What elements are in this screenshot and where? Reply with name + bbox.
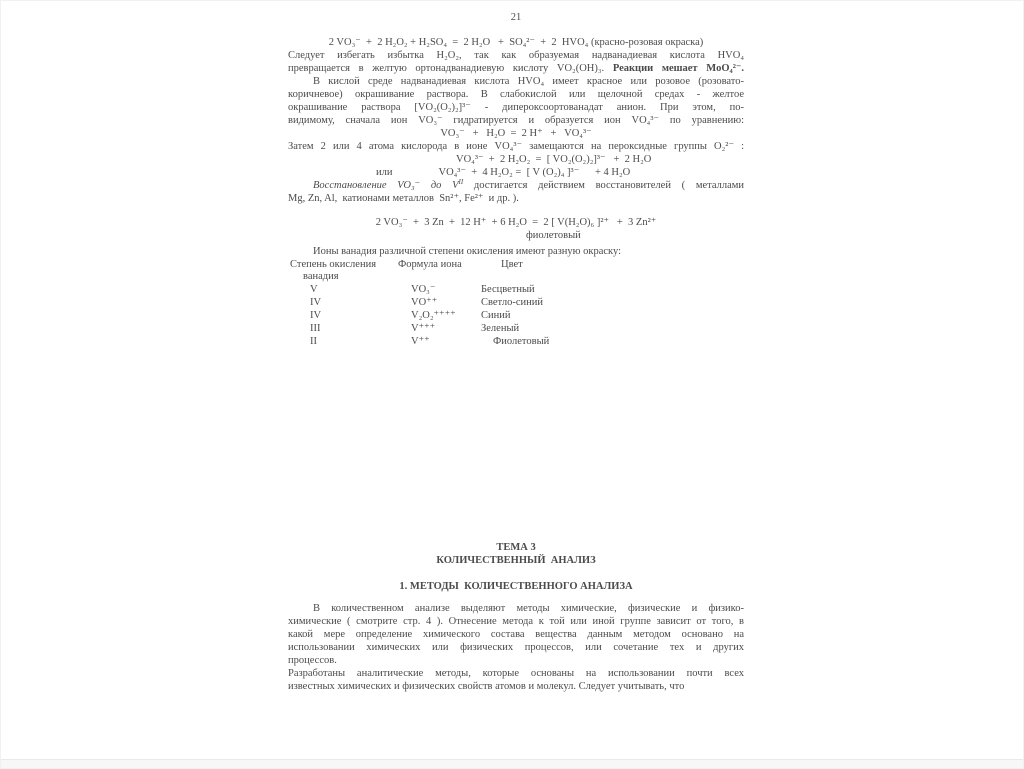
text-run: Реакции мешает MoO₄²⁻. <box>612 63 745 74</box>
table-cell-color: Зеленый <box>481 323 520 334</box>
table-cell-ox: IV <box>310 310 322 321</box>
text-line <box>288 654 744 667</box>
text-run: известных химических и физических свойств атомов и молекул. Следует учитывать, что <box>288 681 685 692</box>
text-run: 1. МЕТОДЫ КОЛИЧЕСТВЕННОГО АНАЛИЗА <box>399 581 633 592</box>
text-run: В количественном анализе выделяют методы химические, физические и физико- <box>313 603 744 614</box>
section-title-methods <box>288 580 744 593</box>
text-line <box>288 602 744 615</box>
text-line <box>288 62 744 75</box>
text-run: коричневое) окрашивание раствора. В слабокислой или щелочной средах - желтое <box>288 89 744 100</box>
text-run: или <box>376 167 393 178</box>
text-line <box>288 101 744 114</box>
table-cell-formula: VO₃⁻ <box>411 284 436 295</box>
text-run: II <box>458 178 464 186</box>
text-run: видимому, сначала ион VO₃⁻ гидратируется и образуется ион VO₄³⁻ по уравнению: <box>288 115 744 126</box>
text-run: Затем 2 или 4 атома кислорода в ионе VO₄³⁻ замещаются на пероксидные группы O₂²⁻ : <box>288 141 744 152</box>
text-line <box>313 245 744 258</box>
text-run: 21 <box>510 12 522 23</box>
equation-tetraperoxo <box>376 166 744 179</box>
table-cell-color: Бесцветный <box>481 284 535 295</box>
equation-peroxide-formation <box>288 36 744 49</box>
table-cell-color: Синий <box>481 310 511 321</box>
text-line <box>288 667 744 680</box>
table-header-cell: ванадия <box>303 271 339 282</box>
table-cell-color: Светло-синий <box>481 297 544 308</box>
text-run: химические ( смотрите стр. 4 ). Отнесение метода к той или иной группе зависит от того, в <box>288 616 744 627</box>
equation-product-color-label <box>526 229 744 242</box>
text-run: процессов. <box>288 655 337 666</box>
table-row <box>288 296 744 309</box>
text-run: В кислой среде надванадиевая кислота HVO₄ имеет красное или розовое (розовато- <box>313 76 744 87</box>
table-row <box>288 322 744 335</box>
text-run: Mg, Zn, Al, катионами металлов Sn²⁺, Fe²⁺ и др. ). <box>288 193 519 204</box>
page-number <box>288 11 744 24</box>
text-line <box>288 88 744 101</box>
table-cell-formula: V₂O₂⁺⁺⁺⁺ <box>411 310 456 321</box>
text-run: VO₃⁻ + H₂O = 2 H⁺ + VO₄³⁻ <box>440 128 592 139</box>
text-run: VO₄³⁻ + 2 H₂O₂ = [ VO₂(O₂)₂]³⁻ + 2 H₂O <box>456 154 652 165</box>
table-cell-color: Фиолетовый <box>493 336 550 347</box>
equation-hydration <box>288 127 744 140</box>
table-row <box>288 335 744 348</box>
page-content <box>288 1 744 693</box>
text-run: использовании химических или физических процессов, или сочетание тех и других <box>288 642 744 653</box>
text-run: достигается действием восстановителей ( металлами <box>463 180 745 191</box>
text-line <box>288 140 744 153</box>
text-run: окрашивание раствора [VO₂(O₂)₂]³⁻ - дипероксоортованадат анион. При этом, по- <box>288 102 744 113</box>
equation-zinc-reduction <box>288 216 744 229</box>
text-line <box>288 641 744 654</box>
spacer <box>288 348 744 541</box>
text-run: фиолетовый <box>526 230 581 241</box>
text-run: VO₄³⁻ + 4 H₂O₂ = [ V (O₂)₄ ]³⁻ + 4 H₂O <box>438 167 631 178</box>
table-row <box>288 309 744 322</box>
text-line <box>288 628 744 641</box>
table-cell-ox: II <box>310 336 317 347</box>
table-row <box>288 283 744 296</box>
text-run: Ионы ванадия различной степени окисления имеют разную окраску: <box>313 246 622 257</box>
text-run: превращается в желтую ортонадванадиевую кислоту VO₂(OH)₃. <box>288 63 613 74</box>
section-title-tema <box>288 541 744 554</box>
text-line <box>288 75 744 88</box>
table-header-cell: Формула иона <box>398 259 462 270</box>
text-line <box>288 192 744 205</box>
vanadium-color-table <box>288 258 744 348</box>
table-header-cell: Цвет <box>501 259 523 270</box>
text-line <box>288 615 744 628</box>
text-run: 2 VO₃⁻ + 3 Zn + 12 H⁺ + 6 H₂O = 2 [ V(H₂O)₆ ]²⁺ + 3 Zn²⁺ <box>375 217 657 228</box>
table-header-row <box>288 258 744 271</box>
text-run: Следует избегать избытка H₂O₂, так как образуемая надванадиевая кислота HVO₄ <box>288 50 744 61</box>
text-line <box>288 49 744 62</box>
table-cell-ox: III <box>310 323 321 334</box>
text-run: 2 VO₃⁻ + 2 H₂O₂ + H₂SO₄ = 2 H₂O + SO₄²⁻ + 2 HVO₄ (красно-розовая окраска) <box>328 37 704 48</box>
text-run: Разработаны аналитические методы, которые основаны на использовании почти всех <box>288 668 744 679</box>
table-header-cell: Степень окисления <box>290 259 377 270</box>
text-run: какой мере определение химического состава вещества данным методом основано на <box>288 629 744 640</box>
section-title-quantitative-analysis <box>288 554 744 567</box>
text-run: ТЕМА 3 <box>496 542 536 553</box>
equation-diperoxo <box>456 153 744 166</box>
text-run: Восстановление VO₃⁻ до V <box>313 180 459 191</box>
text-line <box>288 179 744 192</box>
text-run: КОЛИЧЕСТВЕННЫЙ АНАЛИЗ <box>436 555 596 566</box>
table-cell-formula: V⁺⁺⁺ <box>411 323 436 334</box>
table-cell-formula: VO⁺⁺ <box>411 297 438 308</box>
table-cell-ox: IV <box>310 297 322 308</box>
table-cell-ox: V <box>310 284 318 295</box>
slide-footer-strip <box>1 759 1023 768</box>
table-cell-formula: V⁺⁺ <box>411 336 430 347</box>
text-line <box>288 114 744 127</box>
text-line <box>288 680 744 693</box>
